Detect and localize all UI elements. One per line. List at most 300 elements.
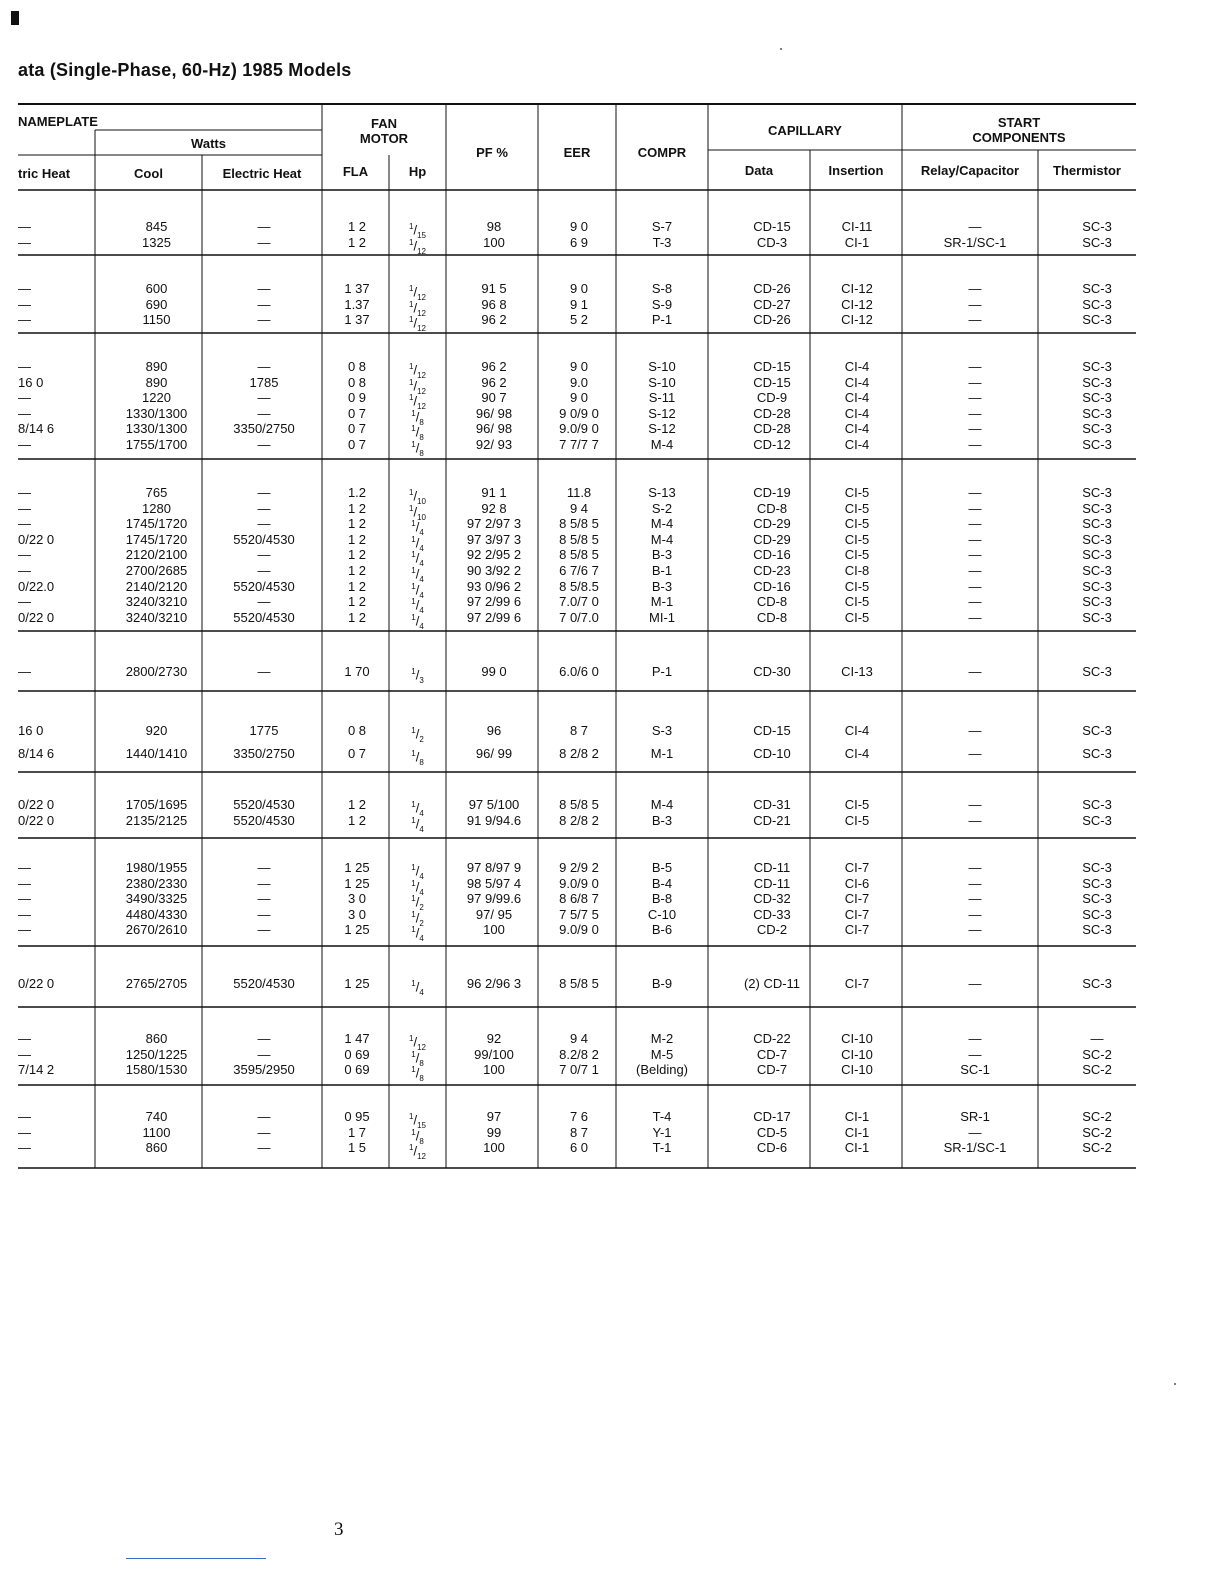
table-cell-value: CD-15	[753, 359, 791, 374]
table-cell-value: S-12	[648, 405, 676, 421]
table-cell-value: CD-23	[753, 562, 791, 578]
cell-relay	[902, 219, 1048, 250]
table-cell-value: 100	[483, 234, 505, 250]
cell-insertion	[810, 1031, 904, 1078]
table-cell-value: SC-3	[1082, 723, 1112, 738]
table-cell-value: 9.0/9 0	[559, 875, 599, 891]
table-cell-value: —	[968, 1124, 982, 1140]
table-cell-value: 1 2	[347, 562, 367, 578]
table-cell-value: $^1/_{12}$	[409, 315, 426, 334]
table-cell-value: 1440/1410	[125, 746, 188, 761]
table-cell-value: 1.2	[347, 485, 367, 500]
cell-fla	[322, 976, 392, 992]
table-cell-value: $^1/_{12}$	[409, 299, 426, 318]
table-cell-value: S-2	[651, 500, 673, 516]
table-cell-value: CD-5	[756, 1124, 788, 1140]
table-cell-value: 9.0/9 0	[559, 421, 599, 437]
cell-elec-heat-watts	[202, 860, 326, 938]
table-cell-value: CD-16	[753, 578, 791, 594]
table-cell-value: 9 2/9 2	[559, 860, 599, 875]
table-cell-value: 1 25	[344, 875, 370, 891]
cell-hp	[389, 976, 446, 997]
table-cell-value: —	[968, 1046, 982, 1062]
table-cell-value: $^1/_4$	[411, 815, 424, 834]
table-cell-value: —	[257, 547, 271, 563]
table-cell-value: 1980/1955	[125, 860, 188, 875]
cell-elec-heat-amps	[18, 860, 95, 938]
table-cell-value: CI-5	[844, 609, 870, 625]
table-cell-value: CI-8	[844, 562, 870, 578]
cell-pf	[446, 1109, 542, 1156]
table-cell-value: 90 7	[481, 390, 507, 406]
table-cell-value: 8 5/8 5	[559, 797, 599, 812]
table-cell-value: 3350/2750	[233, 746, 295, 761]
table-cell-value: CD-26	[753, 312, 791, 328]
table-cell-value: 7/14 2	[18, 1062, 55, 1078]
table-cell-value: $^1/_8$	[411, 1127, 424, 1146]
cell-hp	[389, 485, 446, 631]
table-cell-value: $^1/_4$	[411, 612, 424, 631]
cell-eer	[538, 664, 620, 680]
table-cell-value: CD-12	[753, 436, 791, 452]
table-cell-value: CD-7	[756, 1046, 788, 1062]
table-cell-value: B-1	[651, 562, 673, 578]
table-cell-value: SC-3	[1082, 664, 1112, 679]
table-cell-value: $^1/_4$	[411, 550, 424, 569]
table-cell-value: B-3	[651, 812, 673, 828]
table-cell-value: CI-11	[841, 219, 873, 234]
table-cell-value: 7 6	[569, 1109, 589, 1124]
table-cell-value: 97	[486, 1109, 502, 1124]
table-cell-value: CD-21	[753, 812, 791, 828]
table-cell-value: 1 2	[347, 234, 367, 250]
table-cell-value: CI-1	[844, 1109, 870, 1124]
table-cell-value: SC-3	[1082, 812, 1112, 828]
table-cell-value: —	[18, 1140, 31, 1156]
table-cell-value: 1 25	[344, 922, 370, 938]
table-cell-value: SR-1	[960, 1109, 990, 1124]
table-cell-value: —	[968, 860, 982, 875]
table-cell-value: $^1/_{12}$	[409, 362, 426, 380]
table-cell-value: 740	[145, 1109, 168, 1124]
table-cell-value: —	[18, 875, 31, 891]
page-number: 3	[334, 1519, 344, 1540]
cell-elec-heat-watts	[202, 1031, 326, 1078]
table-cell-value: SC-3	[1082, 374, 1112, 390]
table-cell-value: T-4	[652, 1109, 672, 1124]
table-cell-value: 1250/1225	[125, 1046, 188, 1062]
table-cell-value: CD-9	[756, 390, 788, 406]
table-cell-value: $^1/_4$	[411, 863, 424, 881]
cell-elec-heat-watts	[202, 797, 326, 828]
table-cell-value: 1745/1720	[125, 516, 188, 532]
table-cell-value: $^1/_4$	[411, 979, 424, 997]
table-cell-value: SC-3	[1082, 976, 1112, 991]
capillary-data-header: Data	[744, 162, 774, 178]
table-cell-value: 920	[145, 723, 168, 738]
table-cell-value: 1785	[249, 374, 279, 390]
table-cell-value: 100	[483, 1062, 505, 1078]
cell-thermistor	[1038, 976, 1156, 992]
table-cell-value: 6 0	[569, 1140, 589, 1156]
table-cell-value: SC-3	[1082, 797, 1112, 812]
table-cell-value: —	[18, 485, 31, 500]
cell-elec-heat-watts	[202, 359, 326, 453]
table-cell-value: —	[257, 516, 271, 532]
table-cell-value: 8 7	[569, 723, 589, 738]
table-cell-value: 8.2/8 2	[559, 1046, 599, 1062]
table-cell-value: 1 2	[347, 500, 367, 516]
table-cell-value: 3 0	[347, 891, 367, 907]
table-cell-value: 5520/4530	[233, 609, 295, 625]
table-cell-value: 0 95	[344, 1109, 370, 1124]
cell-fla	[322, 219, 392, 250]
table-cell-value: CI-12	[841, 312, 873, 328]
table-cell-value: 8 5/8.5	[559, 578, 599, 594]
table-cell-value: 16 0	[18, 723, 44, 738]
cell-eer	[538, 219, 620, 250]
table-cell-value: CI-7	[844, 891, 870, 907]
cell-pf	[446, 860, 542, 938]
table-cell-value: $^1/_4$	[411, 581, 424, 600]
table-cell-value: 97 2/99 6	[466, 609, 522, 625]
table-cell-value: 890	[145, 374, 168, 390]
table-cell-value: —	[968, 500, 982, 516]
table-cell-value: $^1/_{12}$	[409, 1034, 426, 1052]
table-cell-value: 5520/4530	[233, 976, 295, 991]
cell-insertion	[810, 797, 904, 828]
table-cell-value: 3 0	[347, 906, 367, 922]
table-cell-value: 9 4	[569, 500, 589, 516]
table-cell-value: 91 5	[481, 281, 507, 296]
cell-compr	[616, 281, 708, 328]
table-cell-value: —	[18, 281, 31, 296]
start-components-header: START COMPONENTS	[972, 115, 1066, 145]
table-cell-value: 97 8/97 9	[466, 860, 522, 875]
cell-hp	[389, 797, 446, 834]
table-cell-value: P-1	[651, 664, 673, 679]
cell-cool	[95, 719, 218, 765]
table-cell-value: 1 47	[344, 1031, 370, 1046]
table-cell-value: 1 37	[344, 281, 370, 296]
table-cell-value: $^1/_4$	[411, 534, 424, 553]
table-cell-value: Y-1	[652, 1124, 672, 1140]
table-cell-value: 3240/3210	[125, 594, 188, 610]
cell-hp	[389, 664, 446, 685]
table-cell-value: —	[257, 359, 271, 374]
cell-insertion	[810, 860, 904, 938]
table-cell-value: CI-5	[844, 516, 870, 532]
table-cell-value: CI-1	[844, 234, 870, 250]
table-cell-value: M-2	[650, 1031, 674, 1046]
table-cell-value: 9 0/9 0	[559, 405, 599, 421]
table-cell-value: 5520/4530	[233, 531, 295, 547]
table-cell-value: P-1	[651, 312, 673, 328]
cell-thermistor	[1038, 485, 1156, 625]
table-cell-value: 3350/2750	[233, 421, 295, 437]
cell-relay	[902, 719, 1048, 765]
table-cell-value: M-4	[650, 516, 674, 532]
table-cell-value: —	[257, 312, 271, 328]
table-cell-value: 890	[145, 359, 168, 374]
table-cell-value: —	[18, 312, 31, 328]
table-cell-value: SC-2	[1082, 1109, 1112, 1124]
table-cell-value: 1705/1695	[125, 797, 188, 812]
table-cell-value: $^1/_2$	[411, 894, 424, 913]
table-cell-value: 1 2	[347, 797, 367, 812]
electric-heat-amps-header: tric Heat	[18, 165, 71, 181]
table-cell-value: CD-6	[756, 1140, 788, 1156]
table-cell-value: 96 2	[481, 312, 507, 328]
table-cell-value: (2) CD-11	[743, 976, 801, 991]
table-cell-value: 4480/4330	[125, 906, 188, 922]
cell-insertion	[810, 485, 904, 625]
table-cell-value: CI-12	[841, 296, 873, 312]
table-cell-value: 0/22 0	[18, 976, 55, 991]
table-cell-value: 7 0/7.0	[559, 609, 599, 625]
table-cell-value: —	[968, 312, 982, 328]
eer-header: EER	[563, 144, 591, 160]
cell-elec-heat-watts	[202, 719, 326, 765]
table-cell-value: SC-2	[1082, 1124, 1112, 1140]
table-cell-value: 9 0	[569, 281, 589, 296]
table-cell-value: —	[968, 746, 982, 761]
table-cell-value: CD-11	[753, 875, 791, 891]
table-cell-value: —	[18, 664, 31, 679]
table-cell-value: SC-1	[960, 1062, 990, 1078]
table-cell-value: 1100	[142, 1124, 171, 1140]
table-cell-value: 1 70	[344, 664, 370, 679]
table-cell-value: S-13	[648, 485, 676, 500]
table-cell-value: 97 5/100	[468, 797, 520, 812]
table-cell-value: 1325	[142, 234, 171, 250]
table-cell-value: CD-22	[753, 1031, 791, 1046]
cell-elec-heat-amps	[18, 719, 95, 765]
table-cell-value: —	[257, 594, 271, 610]
table-cell-value: S-12	[648, 421, 676, 437]
table-cell-value: 6 7/6 7	[559, 562, 599, 578]
table-cell-value: 1580/1530	[125, 1062, 188, 1078]
table-cell-value: CD-17	[753, 1109, 791, 1124]
table-cell-value: —	[257, 500, 271, 516]
footer-rule	[126, 1558, 266, 1559]
table-cell-value: M-4	[650, 436, 674, 452]
nameplate-header: NAMEPLATE	[18, 114, 98, 129]
table-cell-value: SC-3	[1082, 281, 1112, 296]
table-cell-value: 99/100	[474, 1046, 514, 1062]
cell-compr	[616, 1031, 708, 1078]
table-cell-value: 96 8	[481, 296, 507, 312]
cell-elec-heat-amps	[18, 976, 95, 992]
table-cell-value: 8 5/8 5	[559, 531, 599, 547]
cell-elec-heat-amps	[18, 1031, 95, 1078]
cell-fla	[322, 664, 392, 680]
cell-elec-heat-watts	[202, 1109, 326, 1156]
table-cell-value: —	[257, 219, 271, 234]
table-cell-value: —	[257, 664, 271, 679]
table-cell-value: —	[257, 875, 271, 891]
table-cell-value: CD-8	[756, 609, 788, 625]
table-cell-value: CD-8	[756, 594, 788, 610]
table-cell-value: SC-3	[1082, 547, 1112, 563]
table-cell-value: —	[18, 500, 31, 516]
table-cell-value: 0 7	[347, 436, 367, 452]
table-cell-value: SC-3	[1082, 875, 1112, 891]
table-cell-value: 8/14 6	[18, 746, 55, 761]
cell-fla	[322, 359, 392, 453]
cell-elec-heat-amps	[18, 219, 95, 250]
cell-cool	[95, 664, 218, 680]
table-cell-value: CD-15	[753, 219, 791, 234]
table-cell-value: 1 5	[347, 1140, 367, 1156]
table-cell-value: 8 2/8 2	[559, 812, 599, 828]
table-cell-value: B-3	[651, 547, 673, 563]
table-cell-value: 96 2	[481, 359, 507, 374]
table-cell-value: CI-4	[844, 723, 870, 738]
table-cell-value: 16 0	[18, 374, 44, 390]
table-cell-value: 1330/1300	[125, 421, 188, 437]
cell-fla	[322, 1109, 392, 1156]
cell-pf	[446, 797, 542, 828]
table-cell-value: 0 7	[347, 405, 367, 421]
table-cell-value: CI-5	[844, 578, 870, 594]
cell-elec-heat-amps	[18, 664, 95, 680]
cell-compr	[616, 976, 708, 992]
table-cell-value: —	[257, 1031, 271, 1046]
table-cell-value: $^1/_{12}$	[409, 284, 426, 302]
cell-cool	[95, 860, 218, 938]
cell-hp	[389, 359, 446, 458]
table-cell-value: 1775	[249, 723, 279, 738]
cell-cool	[95, 1031, 218, 1078]
table-cell-value: 2380/2330	[125, 875, 188, 891]
table-cell-value: —	[968, 421, 982, 437]
cell-relay	[902, 664, 1048, 680]
table-cell-value: CI-7	[844, 860, 870, 875]
cell-cool	[95, 976, 218, 992]
hp-header: Hp	[408, 163, 427, 179]
table-cell-value: CI-10	[841, 1062, 873, 1078]
table-cell-value: 98 5/97 4	[466, 875, 522, 891]
table-cell-value: $^1/_4$	[411, 925, 424, 944]
table-cell-value: —	[18, 234, 31, 250]
table-cell-value: —	[968, 906, 982, 922]
table-cell-value: T-3	[652, 234, 672, 250]
cell-relay	[902, 797, 1048, 828]
table-cell-value: 1 2	[347, 219, 367, 234]
cell-pf	[446, 485, 542, 625]
table-cell-value: —	[257, 562, 271, 578]
table-cell-value: T-1	[652, 1140, 672, 1156]
table-cell-value: 600	[145, 281, 168, 296]
table-cell-value: 93 0/96 2	[466, 578, 522, 594]
table-cell-value: S-10	[648, 359, 676, 374]
table-cell-value: CI-7	[844, 976, 870, 991]
table-cell-value: 9 4	[569, 1031, 589, 1046]
table-cell-value: —	[968, 374, 982, 390]
table-cell-value: CI-4	[844, 405, 870, 421]
table-cell-value: —	[968, 516, 982, 532]
table-cell-value: S-11	[648, 390, 676, 406]
table-cell-value: 0/22.0	[18, 578, 55, 594]
table-cell-value: CI-4	[844, 436, 870, 452]
cell-elec-heat-amps	[18, 359, 95, 453]
fla-header: FLA	[342, 163, 369, 179]
cell-pf	[446, 719, 542, 765]
table-cell-value: —	[257, 296, 271, 312]
table-cell-value: $^1/_3$	[411, 667, 424, 685]
cell-eer	[538, 359, 620, 453]
table-cell-value: CI-4	[844, 359, 870, 374]
table-cell-value: $^1/_4$	[411, 565, 424, 584]
table-cell-value: 8 2/8 2	[559, 746, 599, 761]
table-cell-value: CD-28	[753, 421, 791, 437]
cell-eer	[538, 485, 620, 625]
table-cell-value: 5 2	[569, 312, 589, 328]
table-cell-value: CD-27	[753, 296, 791, 312]
table-cell-value: —	[968, 891, 982, 907]
table-cell-value: M-1	[650, 746, 674, 761]
page-title: ata (Single-Phase, 60-Hz) 1985 Models	[18, 60, 352, 80]
table-cell-value: 8 5/8 5	[559, 976, 599, 991]
table-cell-value: 0 69	[344, 1062, 370, 1078]
cell-pf	[446, 219, 542, 250]
table-cell-value: $^1/_8$	[411, 749, 424, 767]
table-cell-value: —	[257, 436, 271, 452]
table-cell-value: SC-3	[1082, 390, 1112, 406]
table-cell-value: —	[257, 234, 271, 250]
table-cell-value: 92 2/95 2	[466, 547, 522, 563]
table-cell-value: 91 9/94.6	[466, 812, 522, 828]
cell-thermistor	[1038, 797, 1156, 828]
table-cell-value: —	[257, 405, 271, 421]
cell-eer	[538, 1031, 620, 1078]
table-cell-value: —	[968, 281, 982, 296]
table-cell-value: 3490/3325	[125, 891, 188, 907]
cell-eer	[538, 797, 620, 828]
table-cell-value: S-9	[651, 296, 673, 312]
table-cell-value: 9 0	[569, 390, 589, 406]
table-cell-value: —	[968, 485, 982, 500]
table-cell-value: SC-3	[1082, 436, 1112, 452]
cell-fla	[322, 485, 392, 625]
table-cell-value: 5520/4530	[233, 812, 295, 828]
cell-eer	[538, 860, 620, 938]
table-cell-value: CD-8	[756, 500, 788, 516]
table-cell-value: —	[18, 1046, 31, 1062]
table-cell-value: —	[257, 390, 271, 406]
table-cell-value: CI-7	[844, 906, 870, 922]
cell-elec-heat-amps	[18, 1109, 95, 1156]
cell-relay	[902, 1031, 1048, 1078]
cell-compr	[616, 219, 708, 250]
table-cell-value: 7 0/7 1	[559, 1062, 599, 1078]
table-cell-value: CI-4	[844, 421, 870, 437]
table-cell-value: 690	[145, 296, 168, 312]
fan-motor-header: FAN MOTOR	[359, 116, 409, 146]
cell-thermistor	[1038, 281, 1156, 328]
table-cell-value: CI-5	[844, 812, 870, 828]
table-cell-value: 2670/2610	[125, 922, 188, 938]
cell-pf	[446, 664, 542, 680]
table-cell-value: 97 3/97 3	[466, 531, 522, 547]
table-cell-value: S-10	[648, 374, 676, 390]
table-cell-value: CD-29	[753, 516, 791, 532]
cell-elec-heat-watts	[202, 485, 326, 625]
table-cell-value: —	[18, 547, 31, 563]
table-cell-value: SC-2	[1082, 1062, 1112, 1078]
cell-relay	[902, 1109, 1048, 1156]
